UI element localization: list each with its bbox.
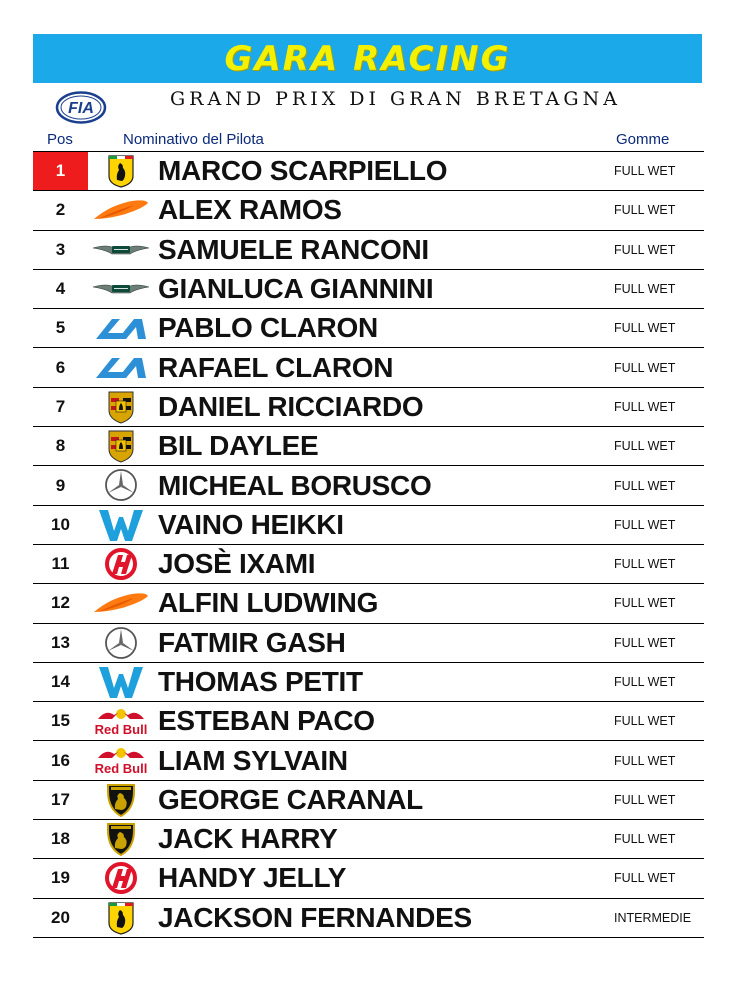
table-row bbox=[33, 505, 704, 544]
tyre-compound: FULL WET bbox=[614, 439, 676, 454]
table-row bbox=[33, 347, 704, 386]
table-row bbox=[33, 858, 704, 897]
table-row bbox=[33, 583, 704, 622]
table-row bbox=[33, 151, 704, 190]
position-cell: 1 bbox=[33, 152, 88, 190]
column-header-tyres: Gomme bbox=[616, 131, 670, 148]
tyre-compound: FULL WET bbox=[614, 753, 676, 768]
williams-logo-icon bbox=[91, 665, 151, 699]
table-row bbox=[33, 387, 704, 426]
table-row bbox=[33, 780, 704, 819]
position-cell: 10 bbox=[51, 514, 70, 534]
title-banner bbox=[33, 34, 702, 83]
position-cell: 6 bbox=[55, 357, 66, 377]
tyre-compound: FULL WET bbox=[614, 242, 676, 257]
position-cell: 9 bbox=[55, 475, 66, 495]
haas-logo-icon bbox=[91, 547, 151, 581]
fia-logo-text: FIA bbox=[68, 100, 94, 117]
tyre-compound: FULL WET bbox=[614, 871, 676, 886]
red-bull-logo-text: Red Bull bbox=[94, 761, 148, 777]
table-row bbox=[33, 662, 704, 701]
driver-name: ALFIN LUDWING bbox=[158, 587, 379, 619]
driver-name: FATMIR GASH bbox=[158, 626, 346, 658]
table-row bbox=[33, 740, 704, 779]
position-cell: 3 bbox=[55, 239, 66, 259]
driver-name: SAMUELE RANCONI bbox=[158, 233, 429, 265]
tyre-compound: FULL WET bbox=[614, 635, 676, 650]
alpine-logo-icon bbox=[91, 311, 151, 345]
tyre-compound: FULL WET bbox=[614, 714, 676, 729]
table-row bbox=[33, 465, 704, 504]
fia-logo-icon bbox=[55, 91, 107, 124]
mercedes-logo-icon bbox=[91, 626, 151, 660]
results-table bbox=[33, 151, 704, 938]
haas-logo-icon bbox=[91, 861, 151, 895]
tyre-compound: FULL WET bbox=[614, 399, 676, 414]
position-cell: 2 bbox=[55, 200, 66, 220]
column-header-pos: Pos bbox=[47, 131, 73, 148]
driver-name: PABLO CLARON bbox=[158, 312, 378, 344]
driver-name: GEORGE CARANAL bbox=[158, 783, 423, 815]
red-bull-logo-icon bbox=[91, 704, 151, 738]
table-row bbox=[33, 544, 704, 583]
position-cell: 12 bbox=[51, 593, 70, 613]
position-cell: 5 bbox=[55, 318, 66, 338]
table-row bbox=[33, 269, 704, 308]
driver-name: ESTEBAN PACO bbox=[158, 705, 375, 737]
position-cell: 19 bbox=[51, 868, 70, 888]
position-cell: 8 bbox=[55, 436, 66, 456]
tyre-compound: FULL WET bbox=[614, 596, 676, 611]
driver-name: RAFAEL CLARON bbox=[158, 351, 394, 383]
driver-name: MICHEAL BORUSCO bbox=[158, 469, 432, 501]
tyre-compound: FULL WET bbox=[614, 282, 676, 297]
driver-name: VAINO HEIKKI bbox=[158, 508, 344, 540]
driver-name: JOSÈ IXAMI bbox=[158, 548, 316, 580]
table-row bbox=[33, 426, 704, 465]
table-row bbox=[33, 898, 704, 939]
column-header-driver: Nominativo del Pilota bbox=[123, 131, 264, 148]
driver-name: MARCO SCARPIELLO bbox=[158, 155, 448, 187]
red-bull-logo-text: Red Bull bbox=[94, 722, 148, 738]
aston-martin-logo-icon bbox=[91, 233, 151, 267]
driver-name: JACKSON FERNANDES bbox=[158, 902, 472, 934]
mercedes-logo-icon bbox=[91, 468, 151, 502]
red-bull-logo-icon bbox=[91, 743, 151, 777]
williams-logo-icon bbox=[91, 508, 151, 542]
tyre-compound: FULL WET bbox=[614, 164, 676, 179]
ferrari-logo-icon bbox=[91, 154, 151, 188]
driver-name: DANIEL RICCIARDO bbox=[158, 390, 424, 422]
table-row bbox=[33, 230, 704, 269]
driver-name: ALEX RAMOS bbox=[158, 194, 342, 226]
ferrari-logo-icon bbox=[91, 901, 151, 935]
lamborghini-logo-icon bbox=[91, 783, 151, 817]
tyre-compound: INTERMEDIE bbox=[614, 911, 692, 926]
position-cell: 18 bbox=[51, 829, 70, 849]
alpine-logo-icon bbox=[91, 350, 151, 384]
mclaren-logo-icon bbox=[91, 586, 151, 620]
driver-name: GIANLUCA GIANNINI bbox=[158, 273, 434, 305]
table-row bbox=[33, 819, 704, 858]
driver-name: HANDY JELLY bbox=[158, 862, 347, 894]
mclaren-logo-icon bbox=[91, 193, 151, 227]
tyre-compound: FULL WET bbox=[614, 478, 676, 493]
position-cell: 4 bbox=[55, 279, 66, 299]
driver-name: BIL DAYLEE bbox=[158, 430, 319, 462]
lamborghini-logo-icon bbox=[91, 822, 151, 856]
grand-prix-subtitle: GRAND PRIX DI GRAN BRETAGNA bbox=[170, 88, 621, 110]
driver-name: LIAM SYLVAIN bbox=[158, 744, 348, 776]
position-cell: 7 bbox=[55, 396, 66, 416]
tyre-compound: FULL WET bbox=[614, 203, 676, 218]
driver-name: THOMAS PETIT bbox=[158, 666, 363, 697]
position-cell: 16 bbox=[51, 750, 70, 770]
position-cell: 15 bbox=[51, 711, 70, 731]
table-row bbox=[33, 308, 704, 347]
tyre-compound: FULL WET bbox=[614, 792, 676, 807]
tyre-compound: FULL WET bbox=[614, 360, 676, 375]
position-cell: 14 bbox=[51, 672, 70, 691]
aston-martin-logo-icon bbox=[91, 272, 151, 306]
driver-name: JACK HARRY bbox=[158, 823, 338, 855]
position-cell: 11 bbox=[51, 554, 70, 574]
tyre-compound: FULL WET bbox=[614, 517, 676, 532]
tyre-compound: FULL WET bbox=[614, 557, 676, 572]
porsche-logo-icon bbox=[91, 390, 151, 424]
porsche-logo-icon bbox=[91, 429, 151, 463]
tyre-compound: FULL WET bbox=[614, 321, 676, 336]
table-row bbox=[33, 190, 704, 229]
position-cell: 17 bbox=[51, 789, 70, 809]
race-title: GARA RACING bbox=[224, 38, 511, 79]
table-row bbox=[33, 623, 704, 662]
tyre-compound: FULL WET bbox=[614, 832, 676, 847]
tyre-compound: FULL WET bbox=[614, 675, 676, 689]
table-row bbox=[33, 701, 704, 740]
position-cell: 13 bbox=[51, 632, 70, 652]
position-cell: 20 bbox=[51, 908, 70, 928]
